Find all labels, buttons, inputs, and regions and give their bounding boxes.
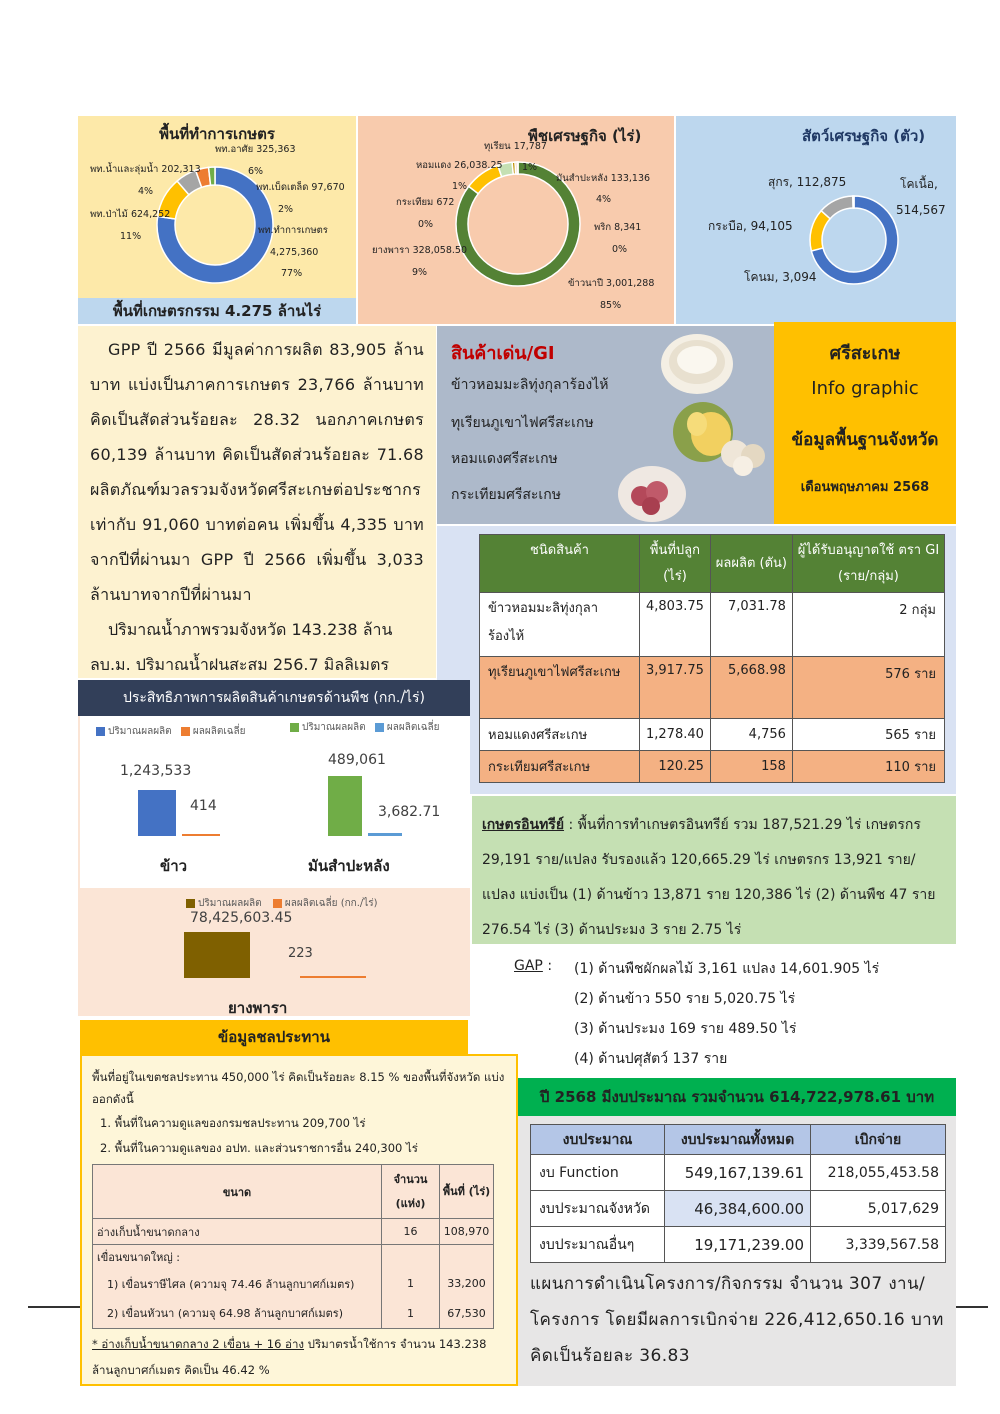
cassava-bar-avg	[368, 833, 402, 836]
budget-plan-text: แผนการดำเนินโครงการ/กิจกรรม จำนวน 307 งาน/โครงการ โดยมีผลการเบิกจ่าย 226,412,650.16 บาท คิดเป็นร้อยละ 36.83	[530, 1274, 944, 1366]
farm-main-pct: 77%	[281, 268, 303, 279]
gap-colon: :	[542, 958, 553, 974]
gi-title: สินค้าเด่น/GI	[451, 343, 555, 364]
table-row	[93, 1269, 494, 1299]
rice-bar-production	[138, 790, 176, 836]
table-row	[480, 719, 945, 751]
cassava-legend-avg: ผลผลิตเฉลี่ย	[386, 722, 440, 733]
donut-slice-กระบือ	[821, 196, 853, 219]
gpp-paragraph: GPP ปี 2566 มีมูลค่าการผลิต 83,905 ล้านบาท แบ่งเป็นภาคการเกษตร 23,766 ล้านบาท คิดเป็นสัดส่วนร้อยละ 28.32 นอกภาคเกษตร 60,139 ล้านบาท คิดเป็นสัดส่วนร้อยละ 71.68 ผลิตภัณฑ์มวลรวมจังหวัดศรีสะเกษต่อประชากร เท่ากับ 91,060 บาทต่อคน เพิ่มขึ้น 4,335 บาทจากปีที่ผ่านมา GPP ปี 2566 เพิ่มขึ้น 3,033 ล้านบาทจากปีที่ผ่านมา	[90, 340, 424, 604]
cassava-legend-production: ปริมาณผลผลิต	[302, 722, 366, 733]
gi-cell: ทุเรียนภูเขาไฟศรีสะเกษ	[480, 657, 640, 719]
crop-durian-label: ทุเรียน 17,787	[484, 141, 547, 152]
gi-header-output: ผลผลิต (ตัน)	[710, 535, 792, 593]
irrigation-cell: 16	[382, 1219, 440, 1245]
cassava-label-production: 489,061	[328, 752, 386, 768]
gap-panel	[472, 944, 956, 1076]
livestock-donut	[806, 192, 902, 288]
irrigation-note-underlined: * อ่างเก็บน้ำขนาดกลาง 2 เขื่อน + 16 อ่าง	[92, 1337, 305, 1351]
gap-label: GAP	[514, 958, 543, 974]
gi-cell: กระเทียมศรีสะเกษ	[480, 751, 640, 783]
rubber-legend-production: ปริมาณผลผลิต	[198, 898, 262, 909]
gpp-panel	[78, 326, 436, 678]
table-row	[93, 1245, 494, 1269]
crop-onion-label: หอมแดง 26,038.25	[416, 160, 503, 171]
irrigation-cell: เขื่อนขนาดใหญ่ :	[93, 1245, 382, 1269]
table-row	[93, 1299, 494, 1329]
farm-residential-label: พท.อาศัย 325,363	[215, 144, 296, 155]
gi-header-product: ชนิดสินค้า	[480, 535, 640, 593]
legend-swatch	[290, 723, 299, 732]
irrigation-header-size: ขนาด	[93, 1165, 382, 1219]
rice-label-production: 1,243,533	[120, 763, 192, 779]
gi-item-3: หอมแดงศรีสะเกษ	[451, 451, 558, 467]
info-subtitle: ข้อมูลพื้นฐานจังหวัด	[791, 430, 939, 450]
donut-slice-โคนม	[853, 196, 854, 208]
livestock-dairy-label: โคนม, 3,094	[744, 270, 817, 284]
farm-misc-pct: 2%	[278, 204, 294, 215]
farm-area-title: พื้นที่ทำการเกษตร	[159, 125, 275, 143]
crop-chili-label: พริก 8,341	[594, 222, 642, 233]
gi-cell: 158	[710, 751, 792, 783]
budget-header-type: งบประมาณ	[531, 1125, 665, 1155]
gi-cell: 7,031.78	[710, 593, 792, 657]
econ-crops-panel	[358, 116, 674, 324]
rubber-label-avg: 223	[288, 946, 313, 961]
crop-garlic-pct: 0%	[418, 219, 434, 230]
cassava-bar-production	[328, 776, 362, 836]
donut-slice-พท.เบ็ดเตล็ด	[209, 167, 215, 185]
gi-header-licensees: ผู้ได้รับอนุญาตใช้ ตรา GI (ราย/กลุ่ม)	[792, 535, 944, 593]
gi-header-area: พื้นที่ปลูก (ไร่)	[640, 535, 711, 593]
irrigation-cell: อ่างเก็บน้ำขนาดกลาง	[93, 1219, 382, 1245]
farm-main-label: พท.ทำการเกษตร	[258, 225, 328, 236]
gap-title	[514, 958, 552, 974]
irrigation-intro: พื้นที่อยู่ในเขตชลประทาน 450,000 ไร่ คิดเป็นร้อยละ 8.15 % ของพื้นที่จังหวัด แบ่งออกดังนี้	[92, 1070, 505, 1106]
gi-cell: 4,756	[710, 719, 792, 751]
rubber-label-production: 78,425,603.45	[190, 910, 293, 926]
crop-onion-pct: 1%	[452, 181, 468, 192]
farm-water-pct: 4%	[138, 186, 154, 197]
crop-rice-label: ข้าวนาปี 3,001,288	[568, 278, 655, 289]
farm-main-value: 4,275,360	[270, 247, 319, 258]
irrigation-cell: 108,970	[440, 1219, 494, 1245]
gi-cell: ข้าวหอมมะลิทุ่งกุลาร้องไห้	[480, 593, 640, 657]
farm-forest-pct: 11%	[120, 231, 142, 242]
farm-area-footer: พื้นที่เกษตรกรรม 4.275 ล้านไร่	[78, 298, 356, 324]
info-date: เดือนพฤษภาคม 2568	[800, 480, 930, 495]
livestock-pig-label: สุกร, 112,875	[768, 175, 847, 189]
livestock-beef-value: 514,567	[896, 203, 946, 217]
irrigation-cell: 1	[382, 1269, 440, 1299]
irrigation-item-2: 2. พื้นที่ในความดูแลของ อปท. และส่วนราชการอื่น 240,300 ไร่	[100, 1141, 418, 1155]
table-row	[531, 1191, 946, 1227]
info-province: ศรีสะเกษ	[829, 343, 901, 364]
budget-cell: 549,167,139.61	[665, 1155, 811, 1191]
rice-legend-avg: ผลผลิตเฉลี่ย	[192, 726, 246, 737]
gi-cell: 576 ราย	[792, 657, 944, 719]
farm-misc-label: พท.เบ็ดเตล็ด 97,670	[256, 182, 345, 193]
gi-cell: 2 กลุ่ม	[792, 593, 944, 657]
info-box	[774, 322, 956, 524]
rubber-chart-title: ยางพารา	[228, 999, 288, 1017]
gi-cell: หอมแดงศรีสะเกษ	[480, 719, 640, 751]
budget-cell: งบ Function	[531, 1155, 665, 1191]
crop-durian-pct: 1%	[522, 162, 538, 173]
table-row	[480, 657, 945, 719]
farm-forest-label: พท.ป่าไม้ 624,252	[90, 209, 171, 220]
irrigation-title: ข้อมูลชลประทาน	[80, 1020, 468, 1054]
irrigation-header-count: จำนวน (แห่ง)	[382, 1165, 440, 1219]
budget-cell: 19,171,239.00	[665, 1227, 811, 1263]
efficiency-title: ประสิทธิภาพการผลิตสินค้าเกษตรด้านพืช (กก./ไร่)	[78, 680, 470, 716]
irrigation-cell: 2) เขื่อนหัวนา (ความจุ 64.98 ล้านลูกบาศก์เมตร)	[93, 1299, 382, 1329]
rubber-bar-avg	[300, 976, 366, 978]
gi-cell: 1,278.40	[640, 719, 711, 751]
organic-text	[482, 808, 946, 948]
budget-cell: งบประมาณอื่นๆ	[531, 1227, 665, 1263]
rice-image	[657, 328, 737, 398]
gi-cell: 5,668.98	[710, 657, 792, 719]
rice-legend	[96, 724, 246, 739]
budget-panel	[518, 1116, 956, 1386]
irrigation-table	[92, 1164, 494, 1329]
cassava-legend	[290, 720, 440, 735]
table-row	[93, 1219, 494, 1245]
rubber-bar-production	[184, 932, 250, 978]
table-row	[480, 751, 945, 783]
irrigation-cell: 67,530	[440, 1299, 494, 1329]
legend-swatch	[273, 899, 282, 908]
gi-table	[479, 534, 945, 783]
irrigation-note-rest: ปริมาตรน้ำใช้การ จำนวน 143.238 ล้านลูกบาศก์เมตร คิดเป็น 46.42 %	[92, 1337, 487, 1377]
crop-garlic-label: กระเทียม 672	[396, 197, 455, 208]
farm-residential-pct: 6%	[248, 166, 264, 177]
legend-swatch	[186, 899, 195, 908]
irrigation-header-area: พื้นที่ (ไร่)	[440, 1165, 494, 1219]
shallot-image	[615, 462, 689, 524]
crop-rice-pct: 85%	[600, 300, 622, 311]
table-row	[531, 1227, 946, 1263]
gi-item-2: ทุเรียนภูเขาไฟศรีสะเกษ	[451, 415, 594, 431]
irrigation-cell: 1) เขื่อนราษีไศล (ความจุ 74.46 ล้านลูกบาศก์เมตร)	[93, 1269, 382, 1299]
table-row	[531, 1155, 946, 1191]
gap-item-4: (4) ด้านปศุสัตว์ 137 ราย	[574, 1051, 728, 1067]
irrigation-item-1: 1. พื้นที่ในความดูแลของกรมชลประทาน 209,700 ไร่	[100, 1116, 366, 1130]
budget-cell: 218,055,453.58	[811, 1155, 946, 1191]
rubber-legend-avg: ผลผลิตเฉลี่ย (กก./ไร่)	[284, 898, 378, 909]
livestock-beef-label: โคเนื้อ,	[900, 177, 938, 191]
irrigation-cell-empty	[440, 1245, 494, 1269]
farm-area-panel	[78, 116, 356, 324]
gi-panel	[437, 326, 774, 524]
cassava-label-avg: 3,682.71	[378, 804, 441, 820]
irrigation-cell-empty	[382, 1245, 440, 1269]
garlic-image	[713, 426, 773, 482]
info-graphic-title: Info graphic	[811, 378, 919, 399]
livestock-title: สัตว์เศรษฐกิจ (ตัว)	[802, 127, 926, 145]
organic-panel	[472, 796, 956, 944]
budget-header-total: งบประมาณทั้งหมด	[665, 1125, 811, 1155]
budget-header	[531, 1125, 946, 1155]
gi-table-header	[480, 535, 945, 593]
gap-item-1: (1) ด้านพืชผักผลไม้ 3,161 แปลง 14,601.905 ไร่	[574, 961, 880, 977]
gi-cell: 120.25	[640, 751, 711, 783]
gi-cell: 565 ราย	[792, 719, 944, 751]
crop-rubber-pct: 9%	[412, 267, 428, 278]
rubber-legend	[186, 896, 378, 911]
gi-cell: 110 ราย	[792, 751, 944, 783]
gi-table-panel	[437, 526, 956, 794]
gi-cell: 4,803.75	[640, 593, 711, 657]
cassava-chart-title: มันสำปะหลัง	[308, 857, 390, 875]
budget-cell: 46,384,600.00	[665, 1191, 811, 1227]
irrigation-cell: 1	[382, 1299, 440, 1329]
gi-cell: 3,917.75	[640, 657, 711, 719]
page-rule-left	[28, 1306, 80, 1308]
crop-cassava-label: มันสำปะหลัง 133,136	[556, 173, 651, 184]
livestock-panel	[676, 116, 956, 324]
table-row	[480, 593, 945, 657]
water-paragraph: ปริมาณน้ำภาพรวมจังหวัด 143.238 ล้าน ลบ.ม. ปริมาณน้ำฝนสะสม 256.7 มิลลิเมตร	[90, 620, 393, 674]
livestock-buffalo-label: กระบือ, 94,105	[708, 219, 793, 233]
rice-legend-production: ปริมาณผลผลิต	[108, 726, 172, 737]
budget-cell: งบประมาณจังหวัด	[531, 1191, 665, 1227]
gi-item-1: ข้าวหอมมะลิทุ่งกุลาร้องไห้	[451, 377, 609, 393]
legend-swatch	[181, 727, 190, 736]
irrigation-cell: 33,200	[440, 1269, 494, 1299]
budget-cell: 5,017,629	[811, 1191, 946, 1227]
legend-swatch	[375, 723, 384, 732]
budget-cell: 3,339,567.58	[811, 1227, 946, 1263]
irrigation-panel	[80, 1054, 518, 1386]
budget-header-disbursed: เบิกจ่าย	[811, 1125, 946, 1155]
crop-cassava-pct: 4%	[596, 194, 612, 205]
econ-crops-title: พืชเศรษฐกิจ (ไร่)	[528, 127, 642, 145]
budget-title: ปี 2568 มีงบประมาณ รวมจำนวน 614,722,978.61 บาท	[518, 1078, 956, 1116]
organic-label: เกษตรอินทรีย์	[482, 817, 565, 833]
irrigation-header	[93, 1165, 494, 1219]
gap-item-2: (2) ด้านข้าว 550 ราย 5,020.75 ไร่	[574, 991, 796, 1007]
farm-water-label: พท.น้ำและลุ่มน้ำ 202,313	[90, 164, 201, 175]
crop-rubber-label: ยางพารา 328,058.50	[372, 245, 467, 256]
budget-table	[530, 1124, 946, 1263]
rice-chart-title: ข้าว	[160, 857, 188, 875]
crop-chili-pct: 0%	[612, 244, 628, 255]
rice-label-avg: 414	[190, 798, 217, 814]
legend-swatch	[96, 727, 105, 736]
page-rule-right	[956, 1306, 988, 1308]
organic-body: : พื้นที่การทำเกษตรอินทรีย์ รวม 187,521.29 ไร่ เกษตรกร 29,191 ราย/แปลง รับรองแล้ว 120,665.29 ไร่ เกษตรกร 13,921 ราย/แปลง แบ่งเป็น (1) ด้านข้าว 13,871 ราย 120,386 ไร่ (2) ด้านพืช 47 ราย 276.54 ไร่ (3) ด้านประมง 3 ราย 2.75 ไร่	[482, 817, 936, 938]
gap-item-3: (3) ด้านประมง 169 ราย 489.50 ไร่	[574, 1021, 797, 1037]
gi-item-4: กระเทียมศรีสะเกษ	[451, 487, 561, 503]
irrigation-note	[92, 1331, 506, 1383]
rice-bar-avg	[182, 834, 220, 836]
